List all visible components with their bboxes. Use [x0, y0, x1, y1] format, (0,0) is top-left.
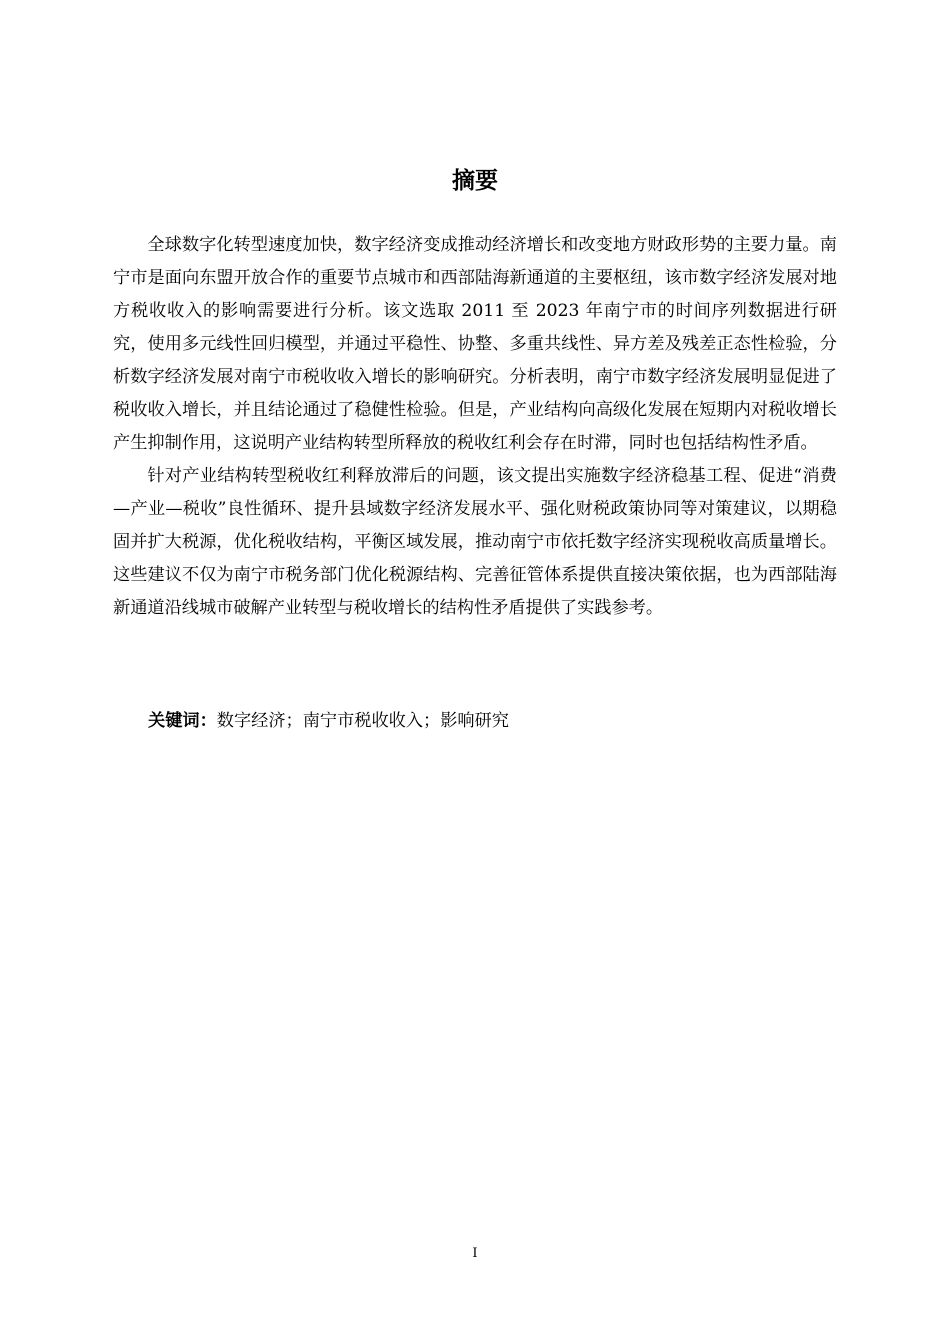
abstract-title: 摘要 — [452, 168, 498, 194]
abstract-paragraph-2: 针对产业结构转型税收红利释放滞后的问题，该文提出实施数字经济稳基工程、促进“消费—产业—税收”良性循环、提升县域数字经济发展水平、强化财税政策协同等对策建议，以期稳固并扩大税源，优化税收结构，平衡区域发展，推动南宁市依托数字经济实现税收高质量增长。这些建议不仅为南宁市税务部门优化税源结构、完善征管体系提供直接决策依据，也为西部陆海新通道沿线城市破解产业转型与税收增长的结构性矛盾提供了实践参考。 — [113, 466, 837, 618]
keywords-label: 关键词： — [148, 711, 217, 731]
abstract-paragraph-1: 全球数字化转型速度加快，数字经济变成推动经济增长和改变地方财政形势的主要力量。南宁市是面向东盟开放合作的重要节点城市和西部陆海新通道的主要枢纽，该市数字经济发展对地方税收收入的影响需要进行分析。该文选取 2011 至 2023 年南宁市的时间序列数据进行研究，使用多元线性回归模型，并通过平稳性、协整、多重共线性、异方差及残差正态性检验，分析数字经济发展对南宁市税收收入增长的影响研究。分析表明，南宁市数字经济发展明显促进了税收收入增长，并且结论通过了稳健性检验。但是，产业结构向高级化发展在短期内对税收增长产生抑制作用，这说明产业结构转型所释放的税收红利会存在时滞，同时也包括结构性矛盾。 — [113, 235, 837, 453]
keywords-line — [148, 705, 509, 738]
abstract-body — [113, 229, 837, 625]
page-number: I — [472, 1246, 478, 1261]
keywords-text: 数字经济；南宁市税收收入；影响研究 — [216, 711, 509, 731]
